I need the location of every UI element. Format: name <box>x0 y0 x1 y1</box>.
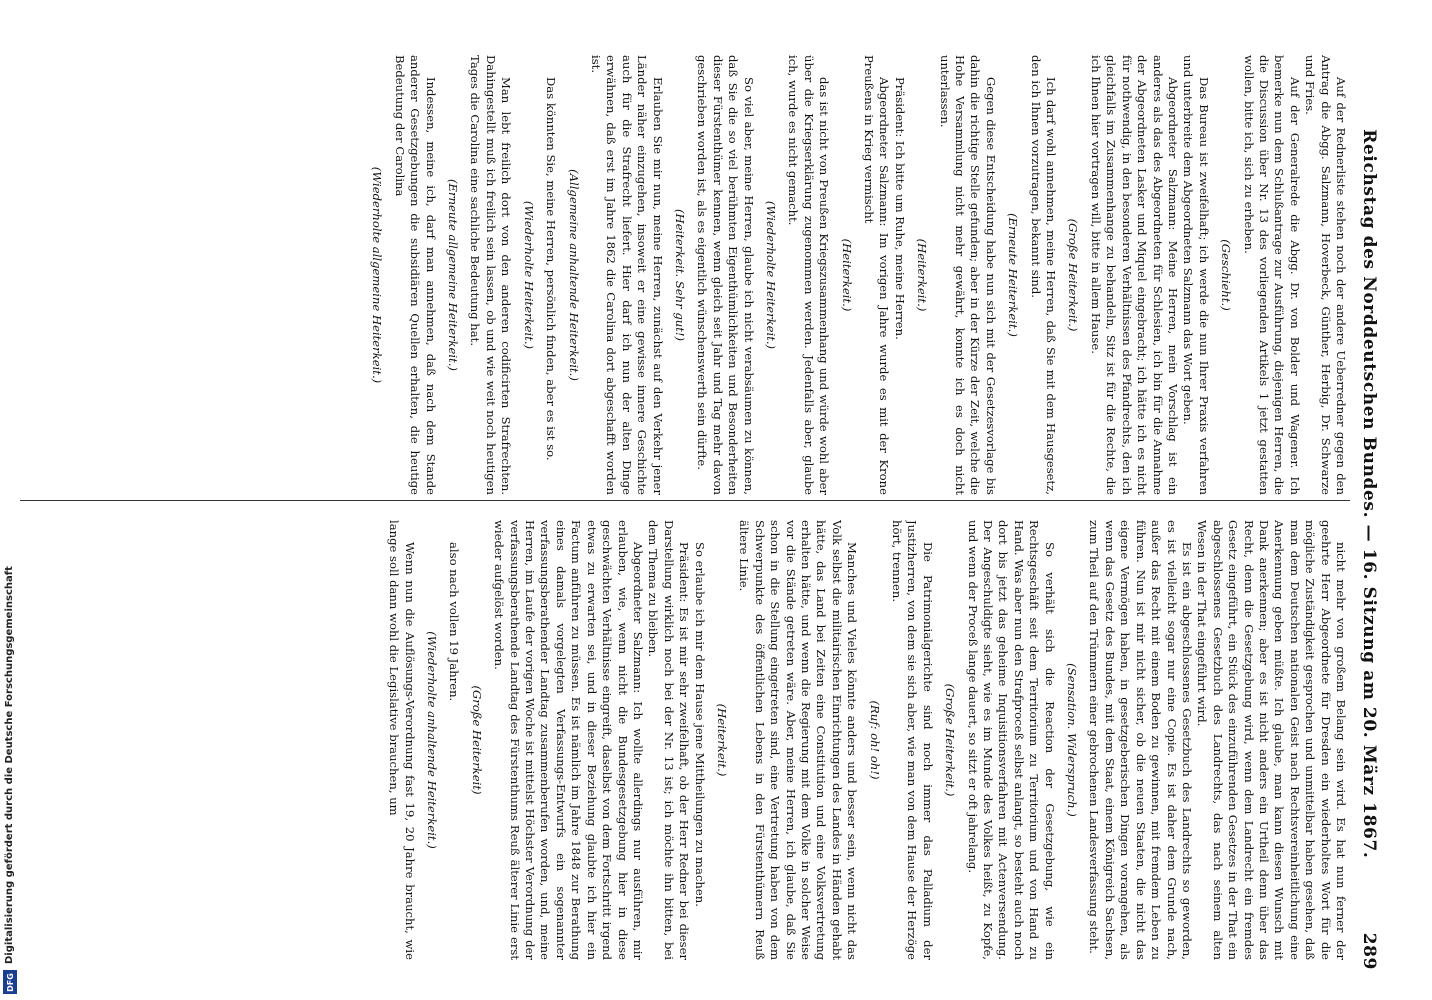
stage-direction: (Heiterkeit.) <box>839 238 854 312</box>
paragraph: Auf der Generalrede die Abgg. Dr. von Bolder und Wagener. Ich bemerke nun dem Schlußantrage zur Ausführung, diejenigen Herren, die die Discussion über Nr. 13 des vorliegenden Artikels 1 jetzt gestatten wollen, bitte ich, sich zu erheben. <box>1241 55 1302 495</box>
stage-direction: (Erneute Heiterkeit.) <box>1006 213 1021 337</box>
paragraph: Es ist ein abgeschlossenes Gesetzbuch des Landrechts so geworden, es ist vielleicht sogar nur eine Copie. Es ist daher dem Grunde nach, außer das Recht mit einem Boden zu gewinnen, mit fremdem Leben zu führen. Nun ist mir nicht sicher, ob die neuen Staaten, die nicht das eigene Vermögen haben, in gesetzgeberischen Dingen vorangehen, als wenn das Gesetz des Bundes, mit dem Staat, einem Königreich Sachsen, zum Theil auf den Trümmern einer gebrochenen Landesverfassung steht. <box>1087 520 1194 960</box>
running-title: Reichstag des Norddeutschen Bundes. — 16. Sitzung am 20. März 1867. <box>1359 129 1379 859</box>
paragraph: Man lebt freilich dort von den anderen codificirten Strafrechten. Dahingestellt muß ich freilich sein lassen, ob und wie weit noch heutigen Tages die Carolina eine sachliche Bedeutung hat. <box>468 55 514 495</box>
paragraph: Präsident: Ich bitte um Ruhe, meine Herren. <box>892 77 907 340</box>
stage-direction: (Erneute allgemeine Heiterkeit.) <box>446 179 461 371</box>
paragraph: Abgeordneter Salzmann: Meine Herren, mein Vorschlag ist ein anderes als das des Abgeordneten für Schlesien, ich bin für die Annahme der Abgeordneten Lasker und Miquel eingebracht; ich hätte ich es nicht für nothwendig, in den besonderen Verhältnissen des Pfandrechts, den ich gleichfalls im Zusammenhange zu behandeln, Sitz ist für die Rechte, die ich Ihnen hier vortragen will, bitte in allem Hause. <box>1088 55 1180 495</box>
paragraph: Ich darf wohl annehmen, meine Herren, daß Sie mit dem Hausgesetz, den ich Ihnen vorzutragen, bekannt sind. <box>1028 55 1059 495</box>
stage-direction: (Heiterkeit.) <box>714 703 729 777</box>
paragraph: Indessen, meine ich, darf man annehmen, daß nach dem Stande anderer Gesetzgebungen die subsidiären Quellen erhalten, die heutige Bedeutung der Carolina <box>392 55 438 495</box>
footer-credit <box>4 9 16 994</box>
left-column <box>18 55 1348 495</box>
page-number: 289 <box>1359 932 1379 970</box>
paragraph: Abgeordneter Salzmann: Im vorigen Jahre wurde es mit der Krone Preußens in Krieg vermischt <box>862 55 892 495</box>
stage-direction: (Sensation. Widerspruch.) <box>1065 663 1080 817</box>
paragraph: So verhält sich die Reaction der Gesetzgebung, wie ein Rechtsgeschäft seit dem Territorium zu Territorium und von Hand zu Hand. Was aber nun den Strafproceß selbst anlangt, so besteht auch noch dort bis jetzt das geheime Inquisitionsverfahren mit Actenversendung. Der Angeschuldigte sieht, wie es im Munde des Volkes heißt, zu Kopfe, und wenn der Proceß lange dauert, so sitzt er oft jahrelang. <box>965 520 1057 960</box>
paragraph: Manches und Vieles könnte anders und besser sein, wenn nicht das Volk selbst die militairischen Einrichtungen des Landes in Händen gehabt hätte, das Land bei Zeiten eine Constitution und eine Volksvertretung erhalten hätte, und wenn die Regierung mit dem Volke in solcher Weise vor die Stände getreten wäre. Aber, meine Herren, ich glaube, daß Sie schon in die Stellung eingetreten sind, eine Vertretung haben von dem Schwerpunkte des öffentlichen Lebens in den Fürstenthümern Reuß ältere Linie. <box>737 520 860 960</box>
right-column <box>18 520 1348 960</box>
stage-direction: (Ruf: oh! oh!) <box>867 700 882 780</box>
funding-note: Digitalisierung gefördert durch die Deutsche Forschungsgemeinschaft <box>4 566 15 964</box>
stage-direction: (Große Heiterkeit) <box>469 685 484 795</box>
paragraph: nicht mehr von großem Belang sein wird. Es hat nun ferner der geehrte Herr Abgeordnete für Dresden ein wiederholtes Wort für die mögliche Zuständigkeit gesprochen und unmittelbar haben gesehen, daß man dem Deutschen nationalen Geist nach Rechtsvereinheitlichung eine Anerkennung geben müßte. Ich glaube, man kann diesen Wunsch mit Dank anerkennen; aber es ist nicht anders ein Urtheil denn über das Recht, denn die Gesetzgebung wird, wenn dem Landrecht ein fremdes Gesetz eingeführt, ein Stück des einzuführenden Gesetzes in der That ein abgeschlossenes Gesetzbuch des Landrechts, das nach seinem alten Wesen in der That eingeführt wird. <box>1195 520 1348 960</box>
scanned-page <box>5 30 1390 990</box>
page-header <box>1356 55 1382 970</box>
paragraph: das ist nicht von Preußen Kriegszusammenhang und würde wohl aber über die Kriegserklärung zugenommen werden. Jedenfalls aber, glaube ich, wurde es nicht gemacht. <box>786 55 832 495</box>
paragraph: Abgeordneter Salzmann: Ich wollte allerdings nur ausführen, mir erlauben, wie, wenn nicht die Bundesgesetzgebung hier in diese geschwächten Verhältnisse eingreift, daselbst von dem Fortschritt irgend etwas zu erwarten sei, und in dieser Beziehung glaubte ich hier ein Factum anführen zu müssen. Es ist nämlich im Jahre 1848 zur Berathung eines damals vorgelegten Verfassungs-Entwurfs ein sogenannter verfassungsberathender Landtag zusammenberufen worden, und, meine Herren, im Laufe der vorigen Woche ist mittelst Höchster Verordnung der verfassungsberathende Landtag des Fürstenthums Reuß älterer Linie erst wieder aufgelöst worden. <box>492 520 645 960</box>
stage-direction: (Heiterkeit.) <box>915 238 930 312</box>
stage-direction: (Geschieht.) <box>1219 239 1234 311</box>
paragraph: Gegen diese Entscheidung habe nun sich mit der Gesetzesvorlage bis dahin die richtige Stelle gefunden; aber in der Kürze der Zeit, welche die Hohe Versammlung nicht mehr gewährt, konnte ich es doch nicht unterlassen. <box>937 55 998 495</box>
stage-direction: (Wiederholte Heiterkeit.) <box>521 200 536 350</box>
paragraph: Auf der Rednerliste stehen noch der andere Ueberredner gegen den Antrag die Abgg. Salzmann, Hoverbeck, Günther, Herbig, Dr. Schwarze und Fries. <box>1303 55 1348 495</box>
stage-direction: (Große Heiterkeit.) <box>943 683 958 797</box>
stage-direction: (Wiederholte allgemeine Heiterkeit.) <box>370 166 385 384</box>
paragraph: Erlauben Sie mir nun, meine Herren, zunächst auf den Verkehr jener Länder näher einzugehen, insoweit er eine gewisse innere Geschichte auch für die Strafrecht liefert. Hier darf ich nun der alten Dinge erwähnen, daß erst im Jahre 1862 die Carolina dort abgeschafft worden ist. <box>588 55 665 495</box>
paragraph: also nach vollen 19 Jahren. <box>447 542 462 702</box>
stage-direction: (Heiterkeit. Sehr gut!) <box>672 208 687 342</box>
paragraph: So viel aber, meine Herren, glaube ich nicht verabsäumen zu können, daß Sie die so viel berühmten Eigenthümlichkeiten und Besonderheiten dieser Fürstenthümer kennen, wenn gleich seit Jahr und Tag mehr davon geschrieben worden ist, als es eigentlich wünschenswerth sein dürfte. <box>695 55 756 495</box>
stage-direction: (Wiederholte anhaltende Heiterkeit.) <box>425 631 440 849</box>
paragraph: Das Bureau ist zweifelhaft; ich werde die nun Ihrer Praxis verfahren und unterbreite dem Abgeordneten Salzmann das Wort geben. <box>1181 55 1211 495</box>
stage-direction: (Allgemeine anhaltende Heiterkeit.) <box>566 169 581 381</box>
paragraph: Präsident: Es ist mir sehr zweifelhaft, ob der Herr Redner bei dieser Darstellung wirklich noch bei der Nr. 13 ist; ich möchte ihn bitten, bei dem Thema zu bleiben. <box>646 520 692 960</box>
stage-direction: (Große Heiterkeit.) <box>1066 218 1081 332</box>
paragraph: Das könnten Sie, meine Herren, persönlich finden, aber es ist so. <box>544 77 559 461</box>
paragraph: So erlaube ich mir dem Hause jene Mittheilungen zu machen. <box>692 542 707 907</box>
dfg-logo: DFG <box>3 970 17 994</box>
stage-direction: (Wiederholte Heiterkeit.) <box>764 200 778 350</box>
paragraph: Wenn nun die Auflösungs-Verordnung fast 19, 20 Jahre braucht, wie lange soll dann wohl die Legislative brauchen, um <box>387 520 417 960</box>
column-divider <box>20 500 1350 501</box>
paragraph: Die Patrimonialgerichte sind noch immer das Palladium der Justizherren, von dem sie sich aber, wie man von dem Hause der Herzöge hört, trennen. <box>890 520 935 960</box>
